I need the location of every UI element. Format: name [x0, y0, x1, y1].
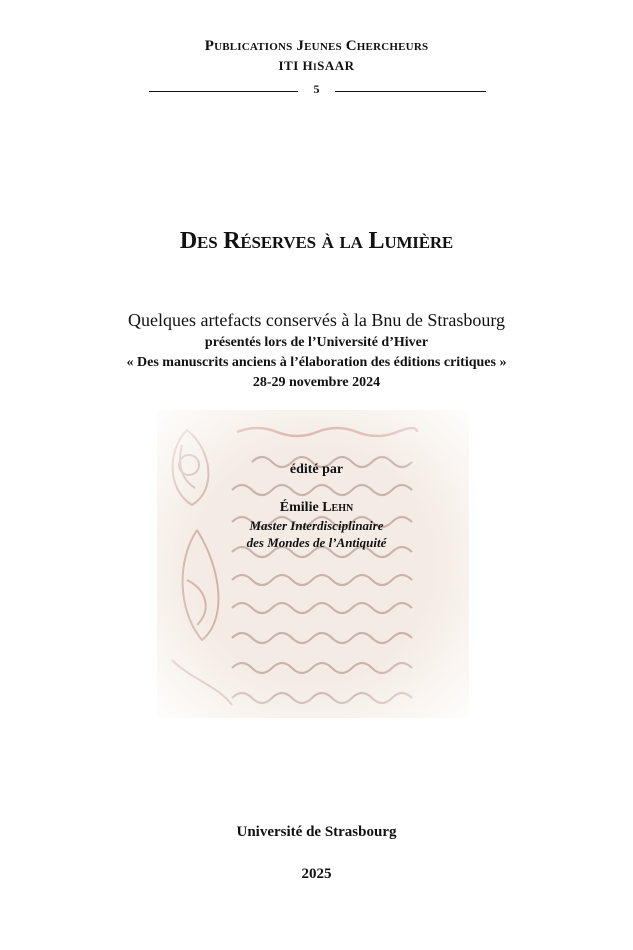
book-title: Des Réserves à la Lumière	[179, 228, 454, 254]
context-line-1: présentés lors de l’Université d’Hiver	[204, 335, 429, 350]
book-subtitle: Quelques artefacts conservés à la Bnu de Strasbourg	[127, 310, 506, 330]
publication-year: 2025	[301, 866, 332, 882]
rule-left	[149, 91, 298, 92]
editor-last-name: Lehn	[322, 500, 354, 515]
subseries-title: ITI HiSAAR	[278, 58, 355, 73]
editor-name	[0, 500, 633, 516]
editor-affiliation-1: Master Interdisciplinaire	[249, 518, 384, 533]
manuscript-image	[157, 410, 469, 718]
manuscript-illustration	[157, 410, 469, 718]
editor-affiliation-2: des Mondes de l’Antiquité	[246, 535, 387, 550]
rule-right	[335, 91, 486, 92]
context-line-2: « Des manuscrits anciens à l’élaboration des éditions critiques »	[126, 355, 507, 370]
edited-by-label: édité par	[289, 462, 344, 477]
publisher: Université de Strasbourg	[236, 824, 397, 840]
volume-rule	[0, 82, 633, 100]
editor-first-name: Émilie	[279, 500, 319, 515]
series-title: Publications Jeunes Chercheurs	[204, 38, 429, 54]
volume-number: 5	[313, 82, 320, 96]
context-dates: 28-29 novembre 2024	[252, 375, 381, 390]
